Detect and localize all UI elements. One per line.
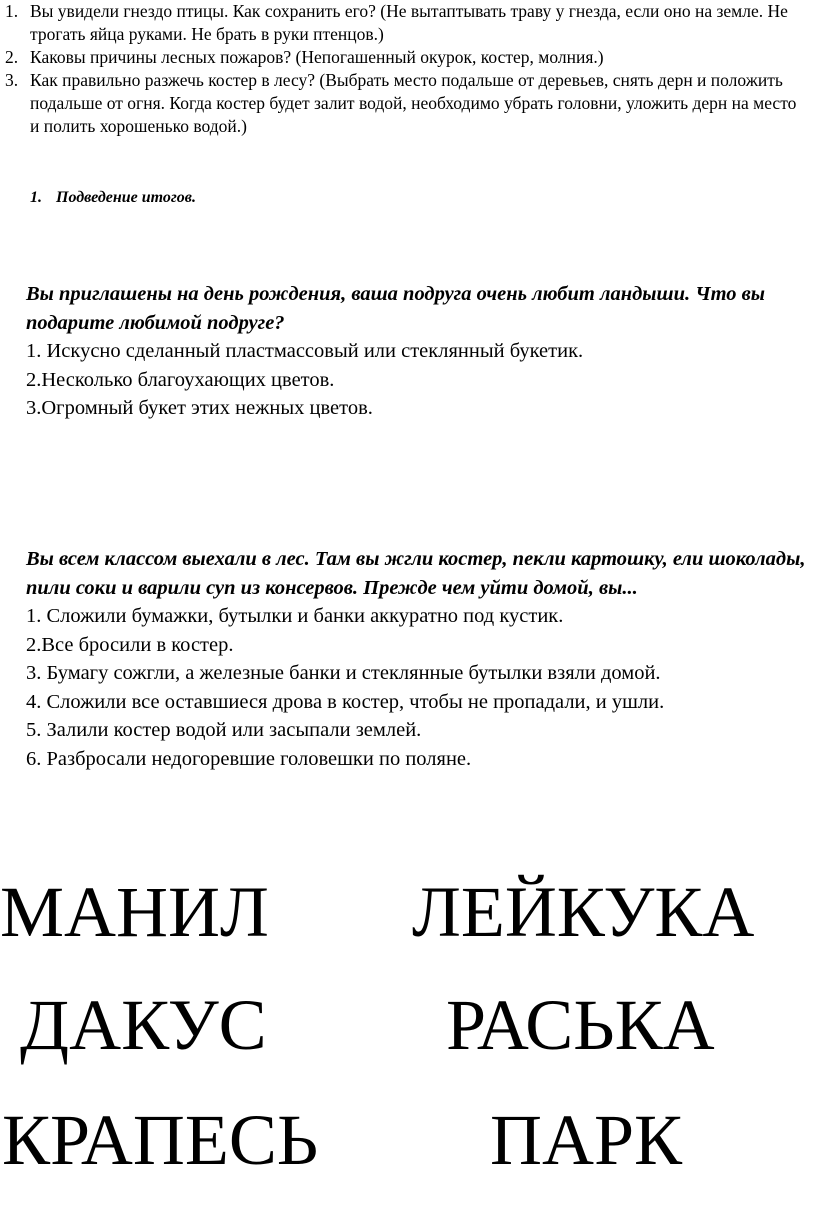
answer-option: 1. Искусно сделанный пластмассовый или стеклянный букетик. xyxy=(26,340,584,362)
answer-option: 1. Сложили бумажки, бутылки и банки аккуратно под кустик. xyxy=(26,605,564,627)
answer-option: 2.Несколько благоухающих цветов. xyxy=(26,368,335,391)
summary-number: 1. xyxy=(30,189,42,206)
anagram-word: ЛЕЙКУКА xyxy=(412,872,755,952)
summary-text: Подведение итогов. xyxy=(56,189,196,206)
answer-option: 3.Огромный букет этих нежных цветов. xyxy=(26,397,373,419)
anagram-word: РАСЬКА xyxy=(446,985,715,1065)
answer-option: 2.Все бросили в костер. xyxy=(26,633,234,656)
answer-option: 3. Бумагу сожгли, а железные банки и стеклянные бутылки взяли домой. xyxy=(26,662,661,684)
quiz-question-birthday xyxy=(26,280,810,423)
list-item-text: Каковы причины лесных пожаров? (Непогашенный окурок, костер, молния.) xyxy=(30,47,604,67)
answer-option: 6. Разбросали недогоревшие головешки по поляне. xyxy=(26,747,472,770)
answer-option: 5. Залили костер водой или засыпали землей. xyxy=(26,719,422,741)
answer-option: 4. Сложили все оставшиеся дрова в костер, чтобы не пропадали, и ушли. xyxy=(26,690,665,713)
list-item-number: 1. xyxy=(5,1,19,21)
anagram-word: МАНИЛ xyxy=(0,872,269,952)
anagram-word: ПАРК xyxy=(490,1100,683,1180)
question-title: Вы приглашены на день рождения, ваша подруга очень любит ландыши. Что вы подарите любимой подруге? xyxy=(26,283,766,334)
question-title: Вы всем классом выехали в лес. Там вы жгли костер, пекли картошку, ели шоколады, пили соки и варили суп из консервов. Прежде чем уйти домой, вы... xyxy=(26,548,806,599)
list-item-text: Как правильно разжечь костер в лесу? (Выбрать место подальше от деревьев, снять дерн и положить подальше от огня. Когда костер будет залит водой, необходимо убрать головни, уложить дерн на место и полить хорошенько водой.) xyxy=(30,70,797,136)
anagram-word: ДАКУС xyxy=(20,985,267,1065)
list-item-number: 2. xyxy=(5,47,19,67)
list-item xyxy=(0,0,816,46)
list-item-number: 3. xyxy=(5,70,19,90)
list-item xyxy=(0,69,816,138)
quiz-question-forest xyxy=(26,545,810,773)
questions-list xyxy=(0,0,816,138)
anagram-word: КРАПЕСЬ xyxy=(2,1100,319,1180)
summary-heading xyxy=(30,187,196,209)
list-item-text: Вы увидели гнездо птицы. Как сохранить его? (Не вытаптывать траву у гнезда, если оно на земле. Не трогать яйца руками. Не брать в руки птенцов.) xyxy=(30,1,788,44)
list-item xyxy=(0,46,816,69)
